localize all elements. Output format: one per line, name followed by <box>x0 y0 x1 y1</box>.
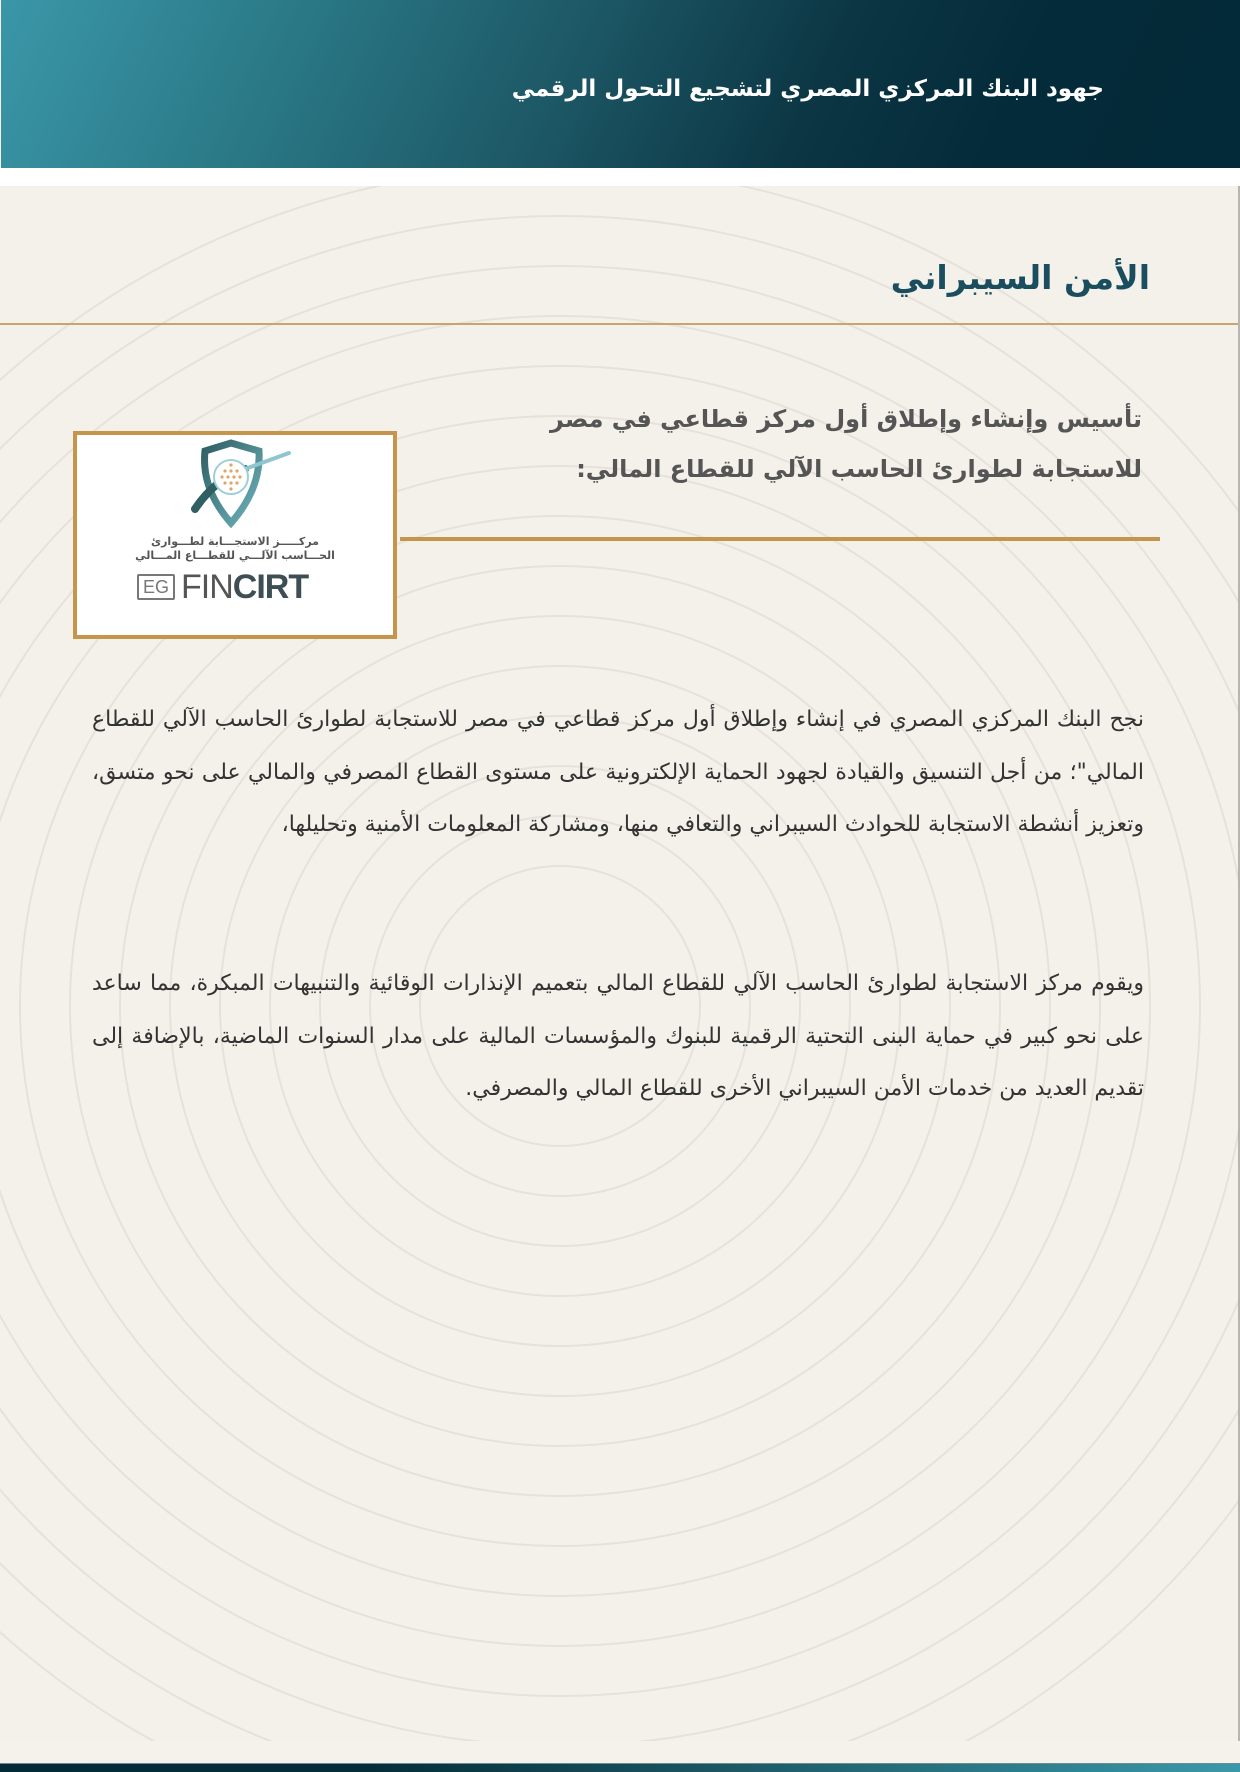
section-title: الأمن السيبراني <box>890 258 1150 297</box>
subheading: تأسيس وإنشاء وإطلاق أول مركز قطاعي في مصر للاستجابة لطوارئ الحاسب الآلي للقطاع المالي: <box>550 405 1142 483</box>
logo-arabic-line-1: مركـــــز الاستجـــابة لطـــوارئ <box>151 535 319 548</box>
logo-arabic-text <box>77 535 393 563</box>
page-content <box>0 186 1240 1741</box>
shield-globe-icon <box>165 439 305 535</box>
body-paragraph-1: نجح البنك المركزي المصري في إنشاء وإطلاق أول مركز قطاعي في مصر للاستجابة لطوارئ الحاسب الآلي للقطاع المالي"؛ من أجل التنسيق والقيادة لجهود الحماية الإلكترونية على مستوى القطاع المصرفي والمالي على نحو متسق، وتعزيز أنشطة الاستجابة للحوادث السيبراني والتعافي منها، ومشاركة المعلومات الأمنية وتحليلها، <box>92 707 1144 837</box>
logo-eg-badge: EG <box>137 574 175 600</box>
gold-connector-line <box>400 537 1160 541</box>
logo-wordmark <box>137 569 308 605</box>
logo-cirt-text: CIRT <box>232 567 309 606</box>
logo-fin-text: FIN <box>181 567 233 606</box>
body-paragraph-2: ويقوم مركز الاستجابة لطوارئ الحاسب الآلي للقطاع المالي بتعميم الإنذارات الوقائية والتنبيهات المبكرة، مما ساعد على نحو كبير في حماية البنى التحتية الرقمية للبنوك والمؤسسات المالية على مدار السنوات الماضية، بالإضافة إلى تقديم العديد من خدمات الأمن السيبراني الأخرى للقطاع المالي والمصرفي. <box>92 971 1144 1101</box>
logo-arabic-line-2: الحـــاسب الآلـــي للقطـــاع المـــالي <box>135 549 335 562</box>
section-title-underline <box>0 323 1238 325</box>
header-divider-band <box>0 168 1240 186</box>
page-header-banner <box>1 0 1240 168</box>
header-title: جهود البنك المركزي المصري لتشجيع التحول الرقمي <box>511 76 1104 102</box>
fincirt-logo-frame <box>73 431 397 639</box>
